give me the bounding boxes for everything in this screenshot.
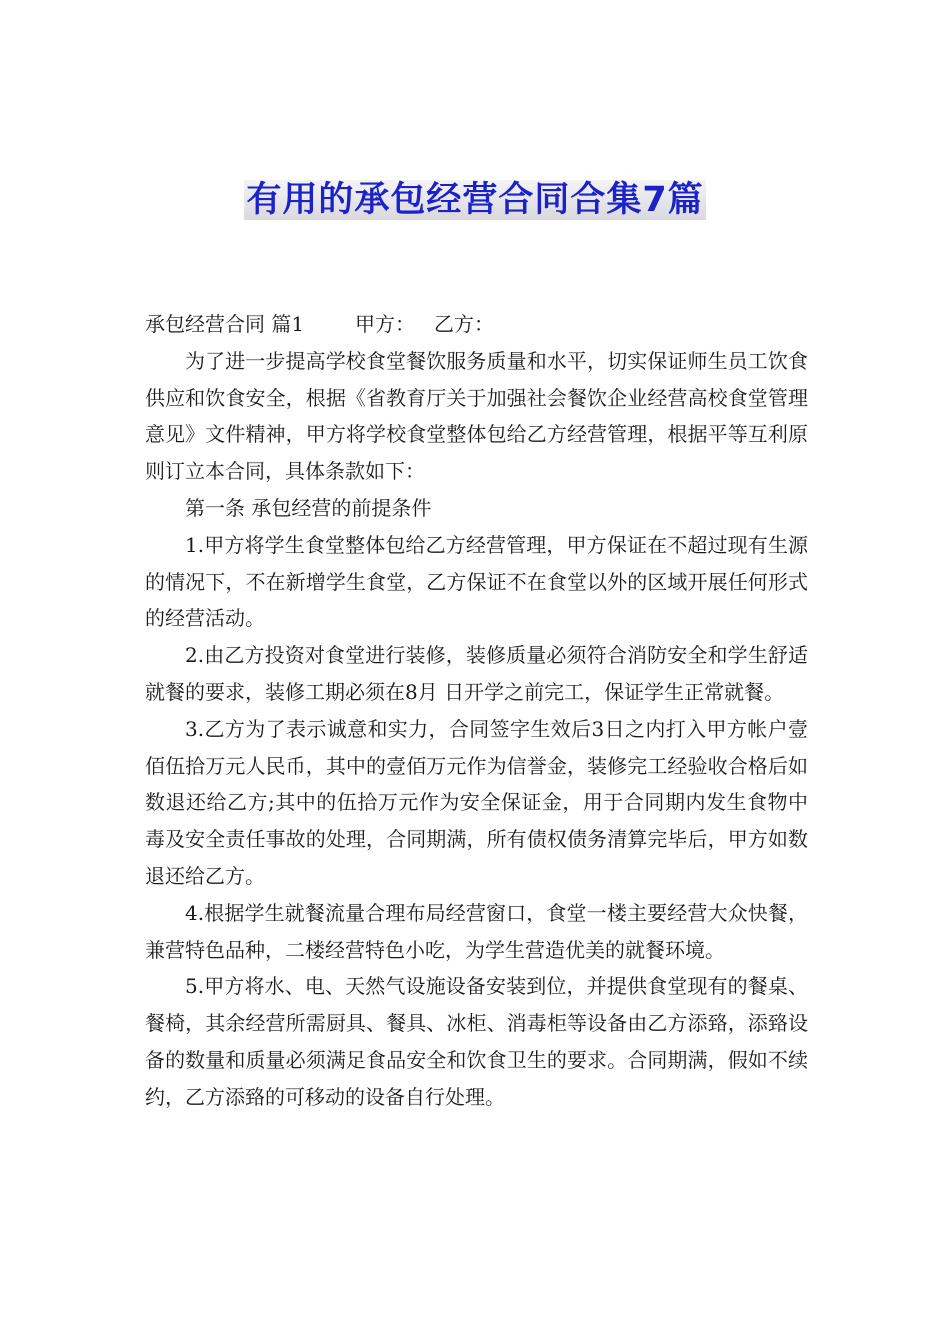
article-heading: 第一条 承包经营的前提条件 — [185, 495, 432, 520]
clause-paragraph: 3.乙方为了表示诚意和实力，合同签字生效后3日之内打入甲方帐户壹佰伍拾万元人民币，其中的壹佰万元作为信誉金，装修完工经验收合格后如数退还给乙方;其中的伍拾万元作为安全保证金，用于合同期内发生食物中毒及安全责任事故的处理，合同期满，所有债权债务清算完毕后，甲方如数退还给乙方。 — [145, 716, 808, 888]
party-a-label: 甲方： — [354, 312, 415, 336]
contract-header-line — [145, 306, 808, 343]
document-body — [145, 306, 808, 1116]
clause-paragraph: 2.由乙方投资对食堂进行装修，装修质量必须符合消防安全和学生舒适就餐的要求，装修工期必须在8月 日开学之前完工，保证学生正常就餐。 — [145, 643, 808, 704]
document-title-text: 有用的承包经营合同合集7篇 — [246, 180, 704, 220]
clause-paragraph: 4.根据学生就餐流量合理布局经营窗口，食堂一楼主要经营大众快餐，兼营特色品种，二楼经营特色小吃，为学生营造优美的就餐环境。 — [145, 900, 808, 962]
intro-paragraph: 为了进一步提高学校食堂餐饮服务质量和水平，切实保证师生员工饮食供应和饮食安全，根据《省教育厅关于加强社会餐饮企业经营高校食堂管理意见》文件精神，甲方将学校食堂整体包给乙方经营管理，根据平等互利原则订立本合同，具体条款如下： — [145, 348, 808, 484]
party-b-label: 乙方： — [434, 312, 495, 336]
clause-paragraph: 1.甲方将学生食堂整体包给乙方经营管理，甲方保证在不超过现有生源的情况下，不在新增学生食堂，乙方保证不在食堂以外的区域开展任何形式的经营活动。 — [145, 532, 808, 631]
clause-paragraph: 5.甲方将水、电、天然气设施设备安装到位，并提供食堂现有的餐桌、餐椅，其余经营所需厨具、餐具、冰柜、消毒柜等设备由乙方添臵，添臵设备的数量和质量必须满足食品安全和饮食卫生的要求。合同期满，假如不续约，乙方添臵的可移动的设备自行处理。 — [145, 974, 808, 1109]
section-label: 承包经营合同 篇1 — [145, 312, 305, 336]
document-title — [0, 172, 950, 228]
